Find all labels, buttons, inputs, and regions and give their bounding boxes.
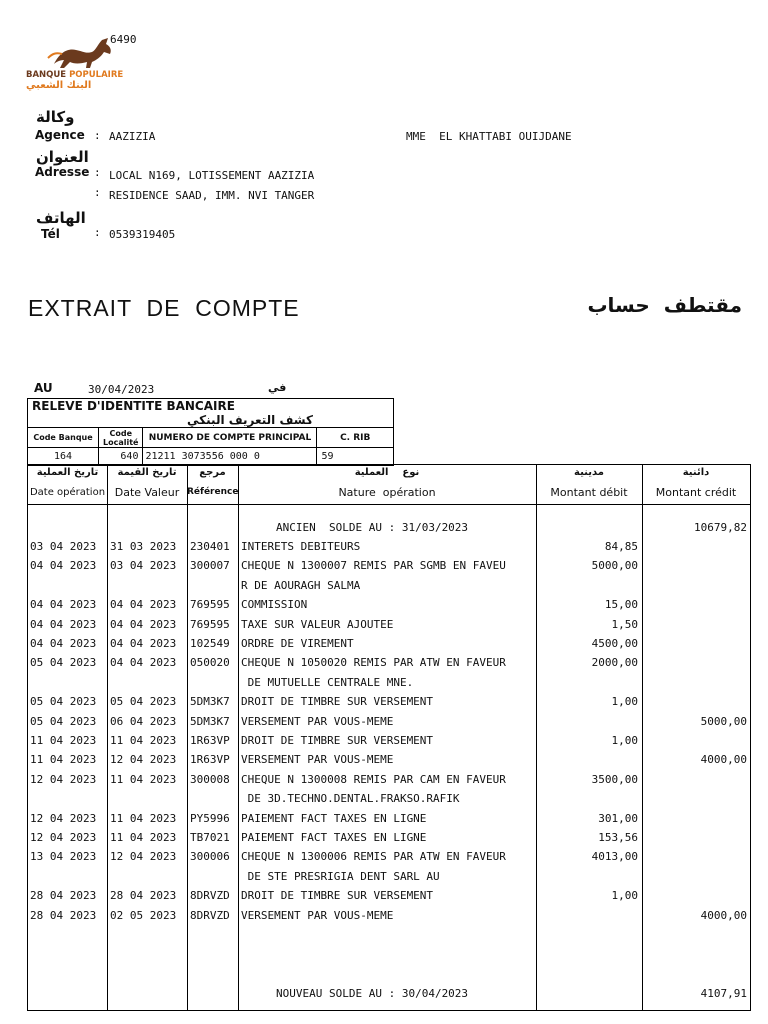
row-date-valeur: 04 04 2023: [110, 637, 177, 650]
row-debit: 84,85: [604, 540, 638, 553]
row-date-valeur: 03 04 2023: [110, 559, 177, 573]
row-debit: 1,50: [611, 617, 638, 631]
row-date-valeur: 31 03 2023: [110, 540, 177, 553]
row-nature: CHEQUE N 1300007 REMIS PAR SGMB EN FAVEU: [241, 559, 506, 573]
row-credit: 4000,00: [700, 908, 747, 922]
rib-title-ar: كشف التعريف البنكي: [187, 413, 313, 427]
th-date-val-ar: تاريخ القيمة: [117, 467, 177, 478]
row-date-operation: 04 04 2023: [30, 598, 97, 612]
row-nature: DE 3D.TECHNO.DENTAL.FRAKSO.RAFIK: [241, 792, 460, 806]
rib-table: [27, 398, 394, 466]
table-row: [28, 656, 750, 675]
row-reference: 769595: [190, 598, 230, 612]
rib-title-fr: RELEVE D'IDENTITE BANCAIRE: [32, 399, 235, 413]
row-debit: 5000,00: [591, 559, 638, 573]
row-nature: TAXE SUR VALEUR AJOUTEE: [241, 617, 394, 631]
th-date-op: Date opération: [29, 487, 106, 498]
rib-header-key: C. RIB: [317, 428, 394, 448]
address-colon-2: :: [94, 186, 101, 199]
row-date-operation: 04 04 2023: [30, 637, 97, 650]
row-nature: DE STE PRESRIGIA DENT SARL AU: [241, 869, 440, 883]
row-date-operation: 12 04 2023: [30, 772, 97, 786]
row-date-operation: 05 04 2023: [30, 656, 97, 670]
row-reference: 769595: [190, 617, 230, 631]
rib-title-spacer: [317, 399, 394, 428]
row-date-operation: 13 04 2023: [30, 850, 97, 864]
table-row: [28, 734, 750, 753]
row-debit: 1,00: [611, 734, 638, 747]
row-nature: DROIT DE TIMBRE SUR VERSEMENT: [241, 889, 434, 903]
table-row: [28, 598, 750, 617]
table-row: [28, 831, 750, 850]
row-date-valeur: 28 04 2023: [110, 889, 177, 903]
row-reference: 1R63VP: [190, 753, 230, 767]
row-debit: 2000,00: [591, 656, 638, 670]
row-date-valeur: 11 04 2023: [110, 734, 177, 747]
row-date-valeur: 12 04 2023: [110, 850, 177, 864]
row-date-operation: 11 04 2023: [30, 753, 97, 767]
statement-title: EXTRAIT DE COMPTE: [28, 295, 300, 321]
table-row: [28, 850, 750, 869]
address-line2: RESIDENCE SAAD, IMM. NVI TANGER: [109, 189, 315, 202]
row-credit: 5000,00: [700, 714, 747, 728]
row-debit: 153,56: [598, 831, 638, 844]
row-reference: 300007: [190, 559, 230, 573]
row-date-operation: 12 04 2023: [30, 831, 97, 844]
row-reference: PY5996: [190, 811, 230, 825]
row-nature: COMMISSION: [241, 598, 308, 612]
table-row: [28, 812, 750, 831]
row-date-valeur: 02 05 2023: [110, 908, 177, 922]
row-date-operation: 04 04 2023: [30, 559, 97, 573]
row-debit: 301,00: [598, 811, 638, 825]
bank-name-part2: POPULAIRE: [69, 70, 124, 80]
table-row: [28, 753, 750, 772]
agency-label: Agence: [35, 128, 85, 142]
table-row: [28, 792, 750, 811]
th-ref: Référence: [187, 487, 239, 497]
row-debit: 4500,00: [591, 637, 638, 650]
row-reference: 1R63VP: [190, 734, 230, 747]
phone-colon: :: [94, 226, 101, 239]
row-date-valeur: 12 04 2023: [110, 753, 177, 767]
row-date-valeur: 11 04 2023: [110, 811, 177, 825]
bank-name: [26, 70, 123, 80]
rib-header-account: NUMERO DE COMPTE PRINCIPAL: [143, 428, 317, 448]
bank-name-part1: BANQUE: [26, 70, 70, 80]
agency-value: AAZIZIA: [109, 130, 156, 143]
th-date-val: Date Valeur: [114, 486, 180, 499]
opening-balance-credit: 10679,82: [694, 521, 747, 534]
horse-logo-icon: [46, 34, 116, 70]
row-nature: ORDRE DE VIREMENT: [241, 637, 354, 650]
row-reference: 5DM3K7: [190, 714, 230, 728]
row-nature: CHEQUE N 1300008 REMIS PAR CAM EN FAVEUR: [241, 772, 506, 786]
row-nature: VERSEMENT PAR VOUS-MEME: [241, 714, 394, 728]
row-date-operation: 28 04 2023: [30, 889, 97, 903]
client-name: MME EL KHATTABI OUIJDANE: [406, 130, 572, 143]
row-date-operation: 05 04 2023: [30, 714, 97, 728]
table-row: [28, 559, 750, 578]
closing-balance-label: NOUVEAU SOLDE AU : 30/04/2023: [276, 987, 469, 1000]
header-divider: [28, 504, 750, 505]
table-row: [28, 889, 750, 908]
th-credit: Montant crédit: [655, 486, 737, 499]
row-date-valeur: 11 04 2023: [110, 831, 177, 844]
row-nature: DROIT DE TIMBRE SUR VERSEMENT: [241, 734, 434, 747]
row-nature: VERSEMENT PAR VOUS-MEME: [241, 753, 394, 767]
table-row: [28, 695, 750, 714]
closing-balance-row: [28, 987, 750, 1006]
row-nature: CHEQUE N 1050020 REMIS PAR ATW EN FAVEUR: [241, 656, 506, 670]
row-nature: R DE AOURAGH SALMA: [241, 578, 361, 592]
rib-header-bank: Code Banque: [28, 428, 99, 448]
period-date: 30/04/2023: [88, 383, 155, 396]
table-row: [28, 579, 750, 598]
row-date-valeur: 06 04 2023: [110, 714, 177, 728]
table-row: [28, 540, 750, 559]
th-date-op-ar: تاريخ العملية: [36, 467, 99, 478]
th-credit-ar: دائنية: [682, 467, 710, 478]
phone-label: Tél: [41, 227, 60, 241]
rib-key: 59: [317, 448, 394, 466]
table-row: [28, 870, 750, 889]
table-row: [28, 618, 750, 637]
row-date-valeur: 11 04 2023: [110, 772, 177, 786]
row-reference: 230401: [190, 540, 230, 553]
row-nature: VERSEMENT PAR VOUS-MEME: [241, 908, 394, 922]
header-code: 6490: [110, 33, 137, 46]
row-date-operation: 28 04 2023: [30, 908, 97, 922]
row-reference: 8DRVZD: [190, 908, 230, 922]
th-debit-ar: مدينية: [574, 467, 604, 478]
address-colon-1: :: [94, 166, 101, 179]
row-nature: PAIEMENT FACT TAXES EN LIGNE: [241, 811, 427, 825]
row-reference: 5DM3K7: [190, 695, 230, 709]
phone-label-ar: الهاتف: [36, 209, 86, 227]
row-debit: 3500,00: [591, 772, 638, 786]
row-nature: CHEQUE N 1300006 REMIS PAR ATW EN FAVEUR: [241, 850, 506, 864]
agency-colon: :: [94, 129, 101, 142]
row-nature: INTERETS DEBITEURS: [241, 540, 361, 553]
period-label-ar: في: [268, 381, 287, 394]
row-reference: 300008: [190, 772, 230, 786]
row-date-operation: 11 04 2023: [30, 734, 97, 747]
rib-header-locality: Code Localité: [99, 428, 143, 448]
rib-locality-code: 640: [99, 448, 143, 466]
row-nature: DROIT DE TIMBRE SUR VERSEMENT: [241, 695, 434, 709]
rib-bank-code: 164: [28, 448, 99, 466]
row-date-operation: 03 04 2023: [30, 540, 97, 553]
row-nature: PAIEMENT FACT TAXES EN LIGNE: [241, 831, 427, 844]
row-date-operation: 12 04 2023: [30, 811, 97, 825]
opening-balance-label: ANCIEN SOLDE AU : 31/03/2023: [276, 521, 469, 534]
th-ref-ar: مرجع: [199, 467, 226, 478]
row-nature: DE MUTUELLE CENTRALE MNE.: [241, 675, 414, 689]
row-reference: TB7021: [190, 831, 230, 844]
row-debit: 4013,00: [591, 850, 638, 864]
row-credit: 4000,00: [700, 753, 747, 767]
row-debit: 15,00: [604, 598, 638, 612]
row-date-valeur: 05 04 2023: [110, 695, 177, 709]
rib-title: [28, 399, 317, 428]
phone-value: 0539319405: [109, 228, 176, 241]
row-date-valeur: 04 04 2023: [110, 656, 177, 670]
period-label: AU: [34, 381, 53, 395]
th-nature-ar: نوع العملية: [354, 467, 420, 478]
table-row: [28, 909, 750, 928]
row-date-operation: 04 04 2023: [30, 617, 97, 631]
agency-label-ar: وكالة: [36, 108, 75, 126]
row-debit: 1,00: [611, 889, 638, 903]
row-date-valeur: 04 04 2023: [110, 617, 177, 631]
address-line1: LOCAL N169, LOTISSEMENT AAZIZIA: [109, 169, 315, 182]
row-reference: 050020: [190, 656, 230, 670]
statement-title-ar: مقتطف حساب: [587, 293, 742, 317]
transactions-table: [27, 464, 751, 1011]
row-date-valeur: 04 04 2023: [110, 598, 177, 612]
rib-account-number: 21211 3073556 000 0: [143, 448, 317, 466]
table-row: [28, 715, 750, 734]
bank-name-arabic: البنك الشعبي: [26, 80, 92, 91]
row-debit: 1,00: [611, 695, 638, 709]
table-row: [28, 773, 750, 792]
row-reference: 102549: [190, 637, 230, 650]
th-debit: Montant débit: [550, 486, 628, 499]
closing-balance-credit: 4107,91: [700, 987, 747, 1000]
th-nature: Nature opération: [338, 486, 436, 499]
row-reference: 8DRVZD: [190, 889, 230, 903]
row-reference: 300006: [190, 850, 230, 864]
address-label: Adresse: [35, 165, 90, 179]
opening-balance-row: [28, 521, 750, 540]
table-row: [28, 676, 750, 695]
row-date-operation: 05 04 2023: [30, 695, 97, 709]
address-label-ar: العنوان: [36, 148, 89, 166]
table-row: [28, 637, 750, 656]
